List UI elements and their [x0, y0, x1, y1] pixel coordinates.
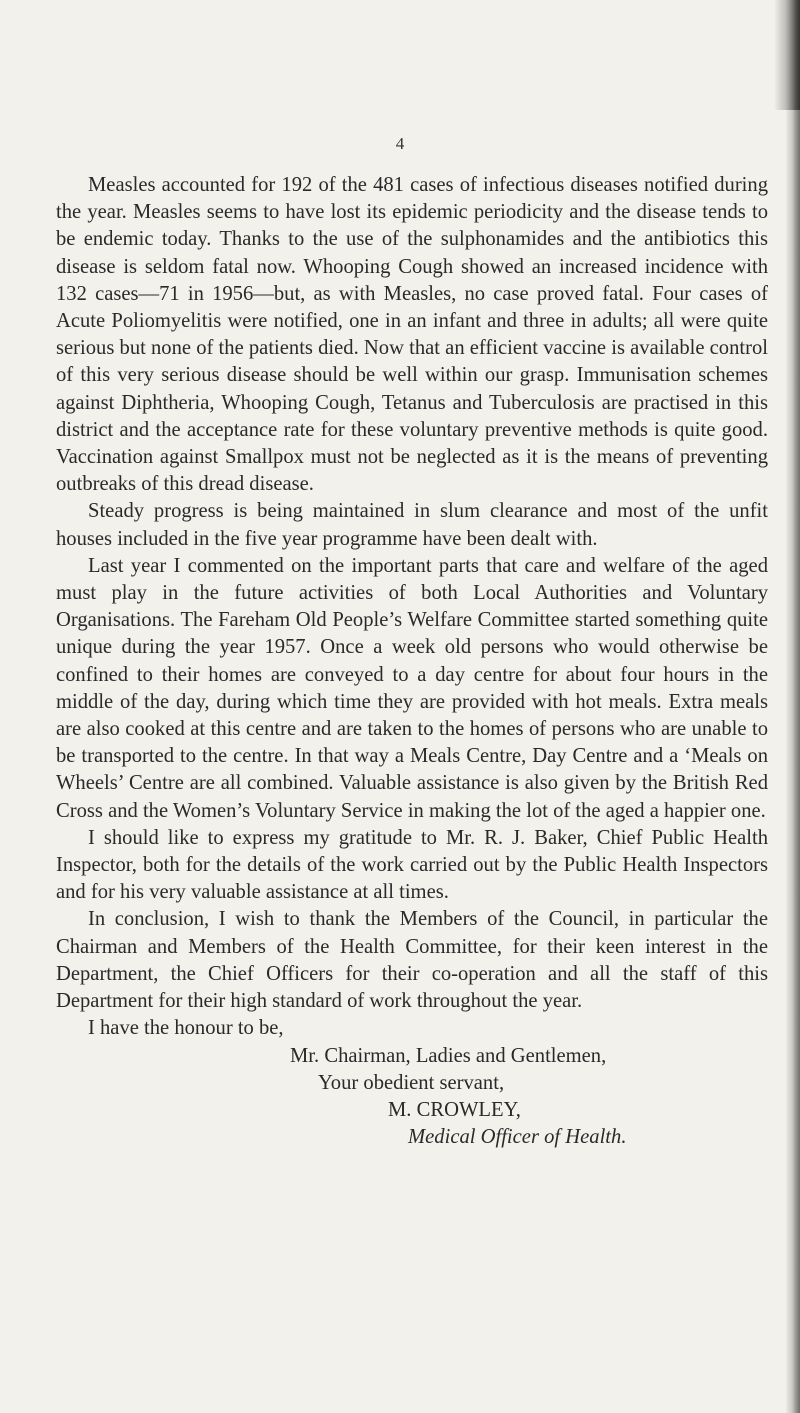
- paragraph-gratitude: I should like to express my gratitude to Mr. R. J. Baker, Chief Public Health Inspector, both for the details of the work carried out by the Public Health Inspectors and for his very valuable assistance at all times.: [56, 826, 768, 904]
- paragraph-infectious-diseases: Measles accounted for 192 of the 481 cases of infectious diseases notified during the year. Measles seems to have lost its epidemic periodicity and the disease tends to be endemic today. Thanks to the use of the sulphonamides and the antibiotics this disease is seldom fatal now. Whooping Cough showed an increased incidence with 132 cases—71 in 1956—but, as with Measles, no case proved fatal. Four cases of Acute Poliomyelitis were notified, one in an infant and three in adults; all were quite serious but none of the patients died. Now that an efficient vaccine is available control of this very serious disease should be well within our grasp. Immunisation schemes against Diphtheria, Whooping Cough, Tetanus and Tuberculosis are practised in this district and the acceptance rate for these voluntary preventive methods is quite good. Vaccination against Smallpox must not be neglected as it is the means of preventing outbreaks of this dread disease.: [56, 174, 768, 496]
- page-edge-shadow-top: [774, 0, 800, 110]
- closing-salutation: Mr. Chairman, Ladies and Gentlemen,: [290, 1044, 607, 1067]
- letter-closing: [56, 1015, 768, 1151]
- paragraph-conclusion: In conclusion, I wish to thank the Members of the Council, in particular the Chairman and Members of the Health Committee, for their keen interest in the Department, the Chief Officers for their co-operation and all the staff of this Department for their high standard of work throughout the year.: [56, 908, 768, 1013]
- signatory-name: M. CROWLEY,: [388, 1098, 521, 1121]
- page-number: 4: [395, 134, 405, 153]
- paragraph-care-of-aged: Last year I commented on the important parts that care and welfare of the aged must play in the future activities of both Local Authorities and Voluntary Organisations. The Fareham Old People’s Welfare Committee started something quite unique during the year 1957. Once a week old persons who would otherwise be confined to their homes are conveyed to a day centre for about four hours in the middle of the day, during which time they are provided with hot meals. Extra meals are also cooked at this centre and are taken to the homes of persons who are unable to be transported to the centre. In that way a Meals Centre, Day Centre and a ‘Meals on Wheels’ Centre are all combined. Valuable assistance is also given by the British Red Cross and the Women’s Voluntary Service in making the lot of the aged a happier one.: [56, 554, 768, 822]
- report-body: [56, 172, 768, 1151]
- page-edge-shadow: [786, 0, 800, 1413]
- closing-sign-off: Your obedient servant,: [318, 1071, 505, 1094]
- paragraph-slum-clearance: Steady progress is being maintained in slum clearance and most of the unfit houses included in the five year programme have been dealt with.: [56, 500, 768, 550]
- signatory-title: Medical Officer of Health.: [408, 1126, 627, 1149]
- closing-honour: I have the honour to be,: [88, 1017, 284, 1040]
